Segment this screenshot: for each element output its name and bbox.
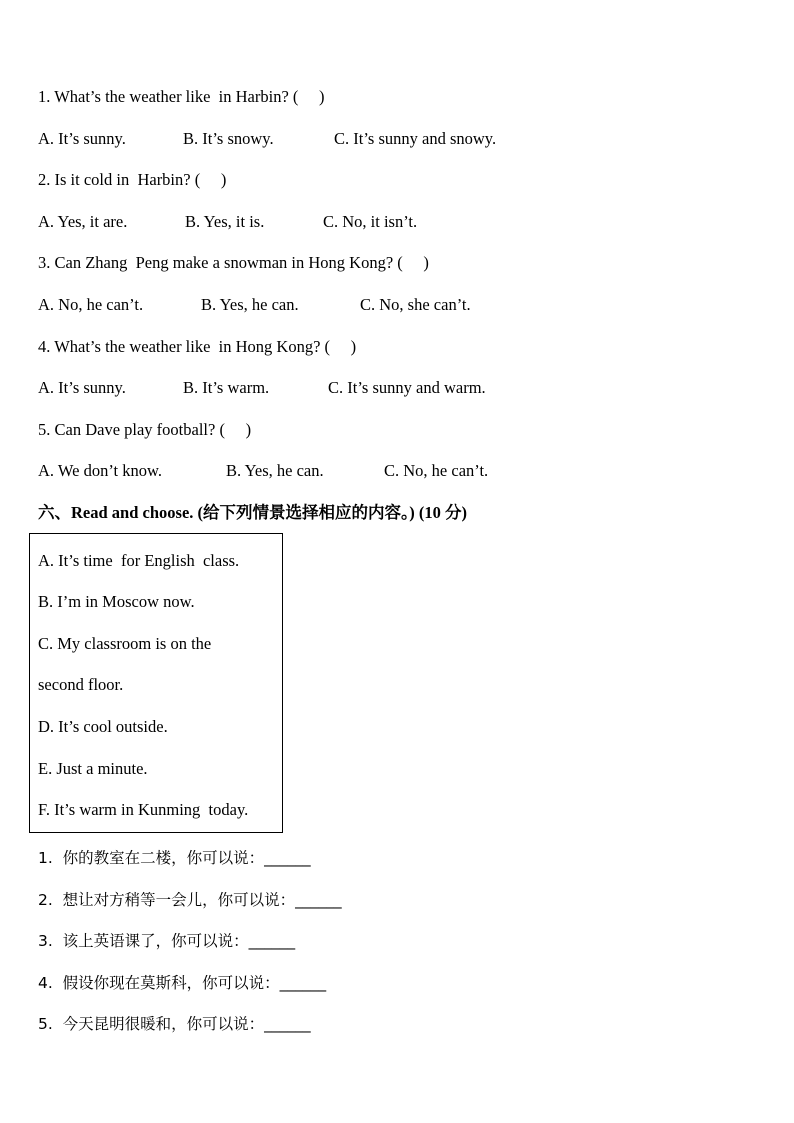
choice-d: D. It’s cool outside. bbox=[38, 717, 168, 736]
question-4: 4. What’s the weather like in Hong Kong? ( ) bbox=[38, 337, 357, 356]
option-a: A. Yes, it are. bbox=[38, 212, 128, 231]
option-a: A. It’s sunny. bbox=[38, 129, 126, 148]
option-b: B. It’s warm. bbox=[183, 378, 270, 397]
situation-4: 4. 假设你现在莫斯科，你可以说：______ bbox=[38, 974, 327, 992]
situation-1: 1. 你的教室在二楼，你可以说：______ bbox=[38, 849, 311, 867]
option-b: B. Yes, it is. bbox=[185, 212, 265, 231]
choice-e: E. Just a minute. bbox=[38, 759, 148, 778]
situation-3: 3. 该上英语课了，你可以说：______ bbox=[38, 932, 296, 950]
choice-c-continued: second floor. bbox=[38, 675, 124, 694]
option-b: B. Yes, he can. bbox=[201, 295, 299, 314]
question-5: 5. Can Dave play football? ( ) bbox=[38, 420, 252, 439]
option-a: A. We don’t know. bbox=[38, 461, 162, 480]
choice-a: A. It’s time for English class. bbox=[38, 551, 240, 570]
choice-b: B. I’m in Moscow now. bbox=[38, 592, 195, 611]
option-c: C. It’s sunny and warm. bbox=[328, 378, 486, 397]
choice-c: C. My classroom is on the bbox=[38, 634, 212, 653]
situation-2: 2. 想让对方稍等一会儿，你可以说：______ bbox=[38, 891, 342, 909]
situation-5: 5. 今天昆明很暖和，你可以说：______ bbox=[38, 1015, 311, 1033]
option-c: C. No, she can’t. bbox=[360, 295, 471, 314]
choice-f: F. It’s warm in Kunming today. bbox=[38, 800, 249, 819]
question-1: 1. What’s the weather like in Harbin? ( ) bbox=[38, 87, 325, 106]
option-b: B. It’s snowy. bbox=[183, 129, 274, 148]
option-c: C. No, it isn’t. bbox=[323, 212, 418, 231]
question-2: 2. Is it cold in Harbin? ( ) bbox=[38, 170, 227, 189]
option-a: A. No, he can’t. bbox=[38, 295, 144, 314]
option-c: C. It’s sunny and snowy. bbox=[334, 129, 497, 148]
section-6-title: 六、Read and choose. (给下列情景选择相应的内容。) (10 分) bbox=[38, 503, 467, 522]
question-3: 3. Can Zhang Peng make a snowman in Hong Kong? ( ) bbox=[38, 253, 429, 272]
option-b: B. Yes, he can. bbox=[226, 461, 324, 480]
option-a: A. It’s sunny. bbox=[38, 378, 126, 397]
option-c: C. No, he can’t. bbox=[384, 461, 489, 480]
